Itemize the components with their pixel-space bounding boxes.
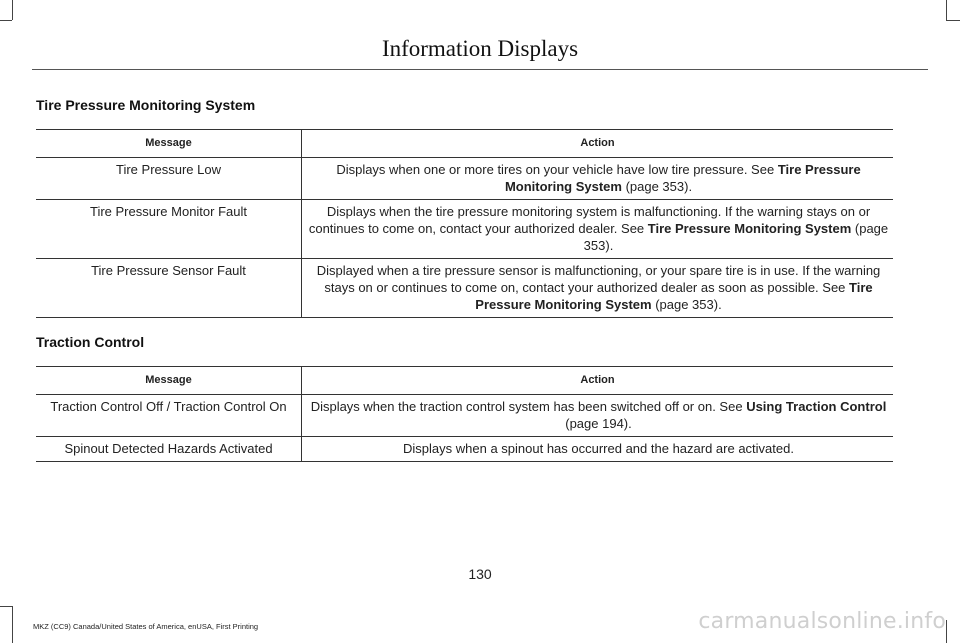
message-cell: Tire Pressure Sensor Fault — [36, 259, 302, 318]
traction-control-table — [36, 366, 893, 462]
crop-mark-top-left-v — [12, 0, 13, 20]
table-row — [36, 259, 893, 318]
page-reference-number: (page 353). — [583, 221, 889, 253]
action-cell — [302, 437, 894, 462]
crop-mark-top-right-h — [946, 20, 960, 21]
publication-footer: MKZ (CC9) Canada/United States of America, enUSA, First Printing — [33, 622, 259, 631]
message-cell: Tire Pressure Monitor Fault — [36, 200, 302, 259]
tpms-table — [36, 129, 893, 318]
crop-mark-bottom-right-v — [946, 620, 947, 643]
page-reference-link[interactable]: Tire Pressure Monitoring System — [504, 162, 861, 194]
action-cell — [302, 158, 894, 200]
crop-mark-bottom-left-v — [12, 606, 13, 643]
page-reference-number: (page 194). — [565, 416, 632, 431]
header-divider — [32, 69, 928, 70]
column-header-message: Message — [36, 130, 302, 158]
action-cell — [302, 259, 894, 318]
page-reference-number: (page 353). — [651, 297, 722, 312]
message-cell: Traction Control Off / Traction Control On — [36, 395, 302, 437]
crop-mark-bottom-left-h — [0, 606, 12, 607]
page-reference-link[interactable]: Using Traction Control — [746, 399, 887, 414]
action-text: Displays when one or more tires on your vehicle have low tire pressure. See — [336, 162, 778, 177]
action-text: Displayed when a tire pressure sensor is malfunctioning, or your spare tire is in use. If the warning stays on or continues to come on, contact your authorized dealer as soon as possible. See — [316, 263, 881, 295]
page-reference-link[interactable]: Tire Pressure Monitoring System — [647, 221, 852, 236]
page-reference-number: (page 353). — [621, 179, 693, 194]
message-cell: Tire Pressure Low — [36, 158, 302, 200]
action-cell — [302, 395, 894, 437]
page-reference-link[interactable]: Tire Pressure Monitoring System — [475, 280, 873, 312]
column-header-action: Action — [302, 367, 894, 395]
section-heading-tpms: Tire Pressure Monitoring System — [36, 97, 256, 113]
watermark: carmanualsonline.info — [698, 609, 946, 634]
table-row — [36, 395, 893, 437]
column-header-action: Action — [302, 130, 894, 158]
action-text: Displays when a spinout has occurred and the hazard are activated. — [403, 441, 794, 456]
table-row — [36, 200, 893, 259]
table-row — [36, 437, 893, 462]
column-header-message: Message — [36, 367, 302, 395]
message-cell: Spinout Detected Hazards Activated — [36, 437, 302, 462]
table-header-row — [36, 130, 893, 158]
table-header-row — [36, 367, 893, 395]
action-text: Displays when the traction control system has been switched off or on. See — [310, 399, 747, 414]
action-text: Displays when the tire pressure monitoring system is malfunctioning. If the warning stays on or continues to come on, contact your authorized dealer. See — [308, 204, 871, 236]
page-header-title: Information Displays — [381, 36, 579, 61]
crop-mark-top-right-v — [946, 0, 947, 20]
page-number: 130 — [468, 566, 492, 582]
table-row — [36, 158, 893, 200]
action-cell — [302, 200, 894, 259]
section-heading-traction-control: Traction Control — [36, 334, 145, 350]
crop-mark-top-left-h — [0, 20, 12, 21]
